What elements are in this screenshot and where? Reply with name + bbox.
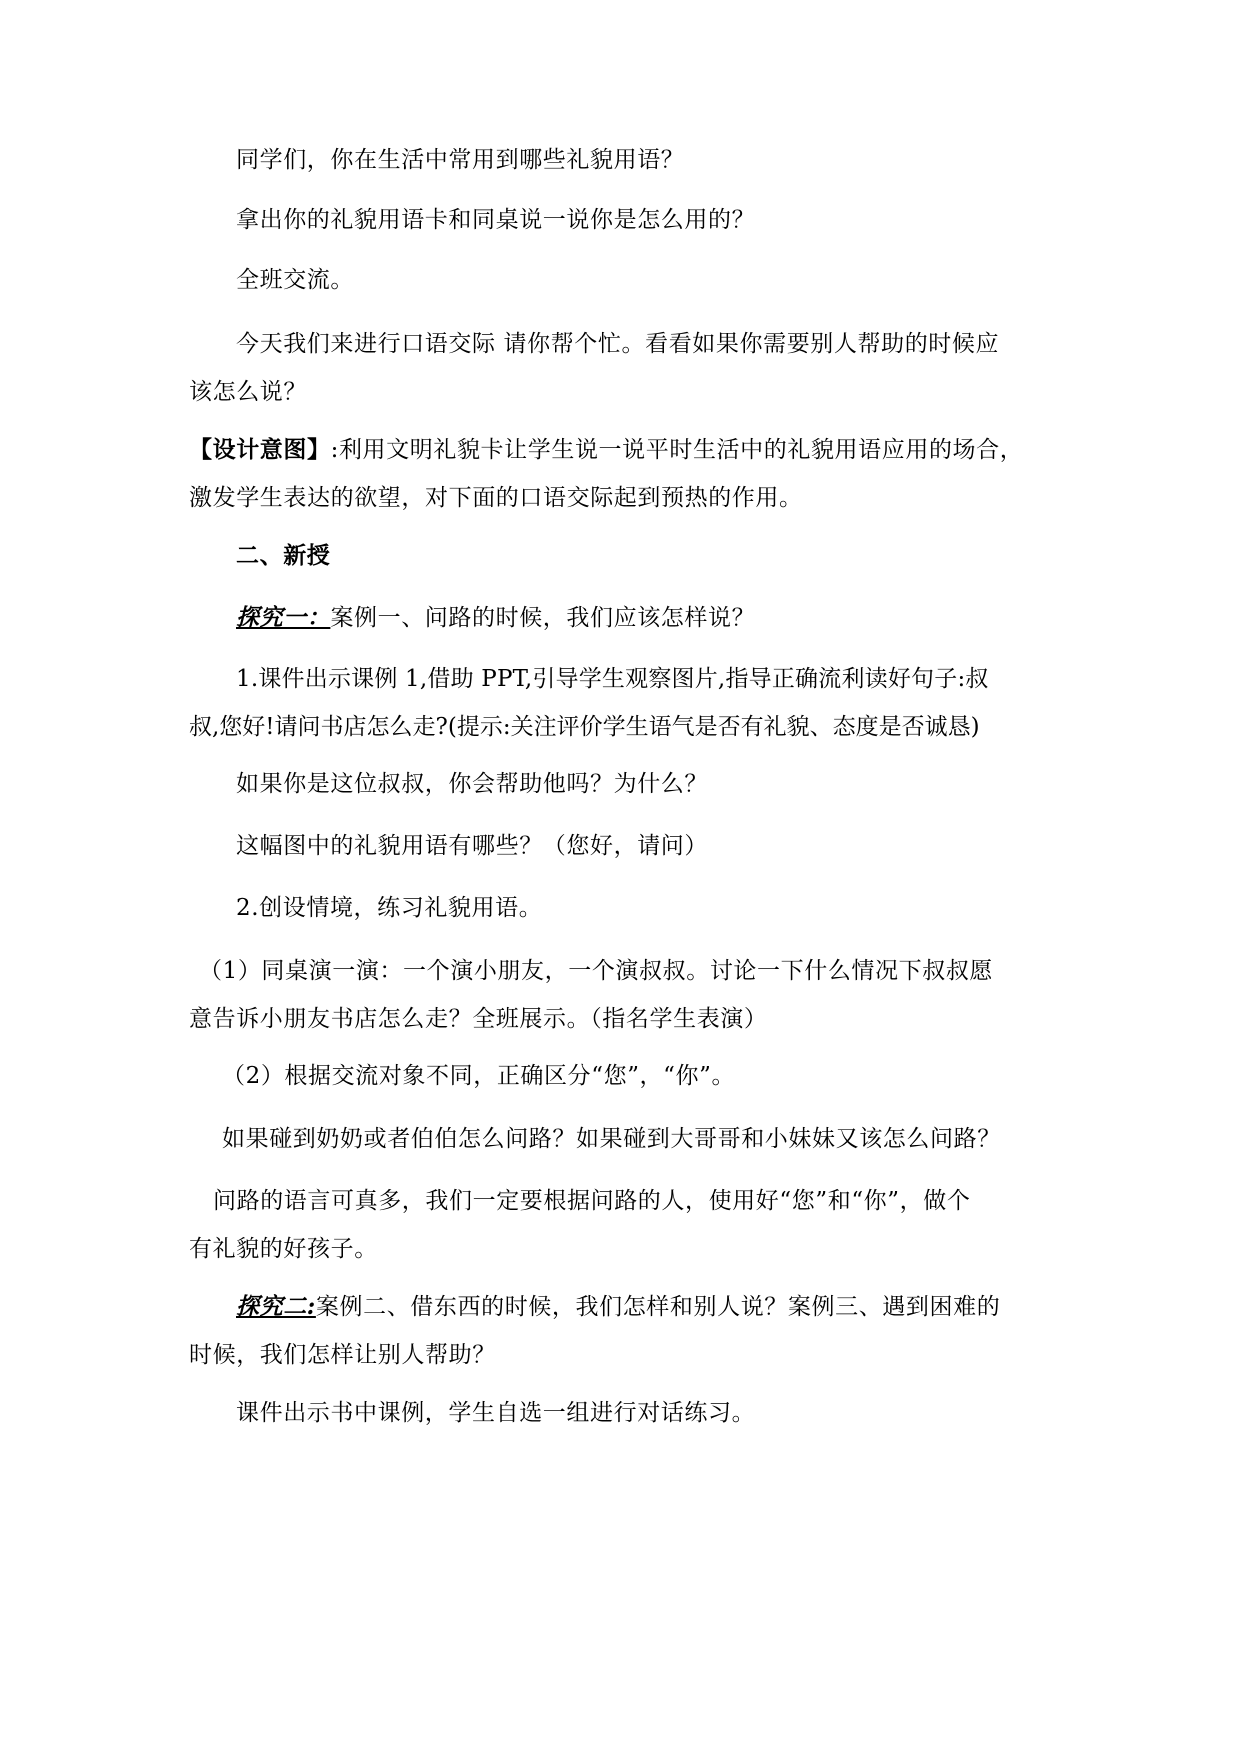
paragraph-text: 课件出示书中课例，学生自选一组进行对话练习。 [236,1400,756,1426]
inquiry-one-label: 探究一： [236,604,331,631]
paragraph-10 [236,822,1106,870]
paragraph-line: 案例二、借东西的时候，我们怎样和别人说？案例三、遇到困难的 [315,1294,1001,1320]
paragraph-8 [189,655,1059,751]
design-intent-label: 【设计意图】 [189,436,331,463]
paragraph-line: 问路的语言可真多，我们一定要根据问路的人，使用好“您”和“你”，做个 [213,1188,971,1214]
paragraph-text: 2.创设情境，练习礼貌用语。 [236,895,543,921]
paragraph-text: 拿出你的礼貌用语卡和同桌说一说你是怎么用的？ [236,207,756,233]
paragraph-16-inquiry-two [189,1283,1059,1379]
paragraph-2 [236,196,1106,244]
paragraph-line: （1）同桌演一演：一个演小朋友，一个演叔叔。讨论一下什么情况下叔叔愿 [199,958,994,984]
paragraph-line: 意告诉小朋友书店怎么走？全班展示。（指名学生表演） [189,1006,768,1032]
inquiry-two-label: 探究二: [236,1293,316,1320]
section-heading-new-lesson [236,532,1106,580]
paragraph-line: 1.课件出示课例 1,借助 PPT,引导学生观察图片,指导正确流利读好句子:叔 [236,666,989,692]
paragraph-text: 全班交流。 [236,267,354,293]
paragraph-text: 如果你是这位叔叔，你会帮助他吗？为什么？ [236,771,708,797]
paragraph-text: （2）根据交流对象不同，正确区分“您”，“你”。 [222,1063,736,1089]
paragraph-text: 这幅图中的礼貌用语有哪些？（您好，请问） [236,833,708,859]
paragraph-17 [236,1389,1106,1437]
paragraph-line: 叔,您好!请问书店怎么走?(提示:关注评价学生语气是否有礼貌、态度是否诚恳) [189,714,980,740]
paragraph-1 [236,136,1106,184]
paragraph-9 [236,760,1106,808]
paragraph-3 [236,256,1106,304]
paragraph-text: 同学们，你在生活中常用到哪些礼貌用语？ [236,147,685,173]
paragraph-line: 有礼貌的好孩子。 [189,1236,378,1262]
paragraph-line: 今天我们来进行口语交际 请你帮个忙。看看如果你需要别人帮助的时候应 [236,331,1000,357]
paragraph-line: 激发学生表达的欲望，对下面的口语交际起到预热的作用。 [189,485,803,511]
paragraph-4 [189,320,1059,416]
paragraph-7-inquiry-one [236,594,1106,642]
paragraph-12 [189,947,1059,1043]
paragraph-5-design-intent [189,426,1059,522]
paragraph-line: 时候，我们怎样让别人帮助？ [189,1342,496,1368]
paragraph-text: 如果碰到奶奶或者伯伯怎么问路？如果碰到大哥哥和小妹妹又该怎么问路？ [222,1126,1001,1152]
paragraph-line: 该怎么说？ [189,379,307,405]
paragraph-line: :利用文明礼貌卡让学生说一说平时生活中的礼貌用语应用的场合， [330,437,1024,463]
heading-text: 二、新授 [236,542,331,569]
paragraph-text: 案例一、问路的时候，我们应该怎样说？ [330,605,756,631]
paragraph-15 [189,1177,1059,1273]
paragraph-14 [222,1115,1092,1163]
paragraph-11 [236,884,1106,932]
paragraph-13 [222,1052,1092,1100]
